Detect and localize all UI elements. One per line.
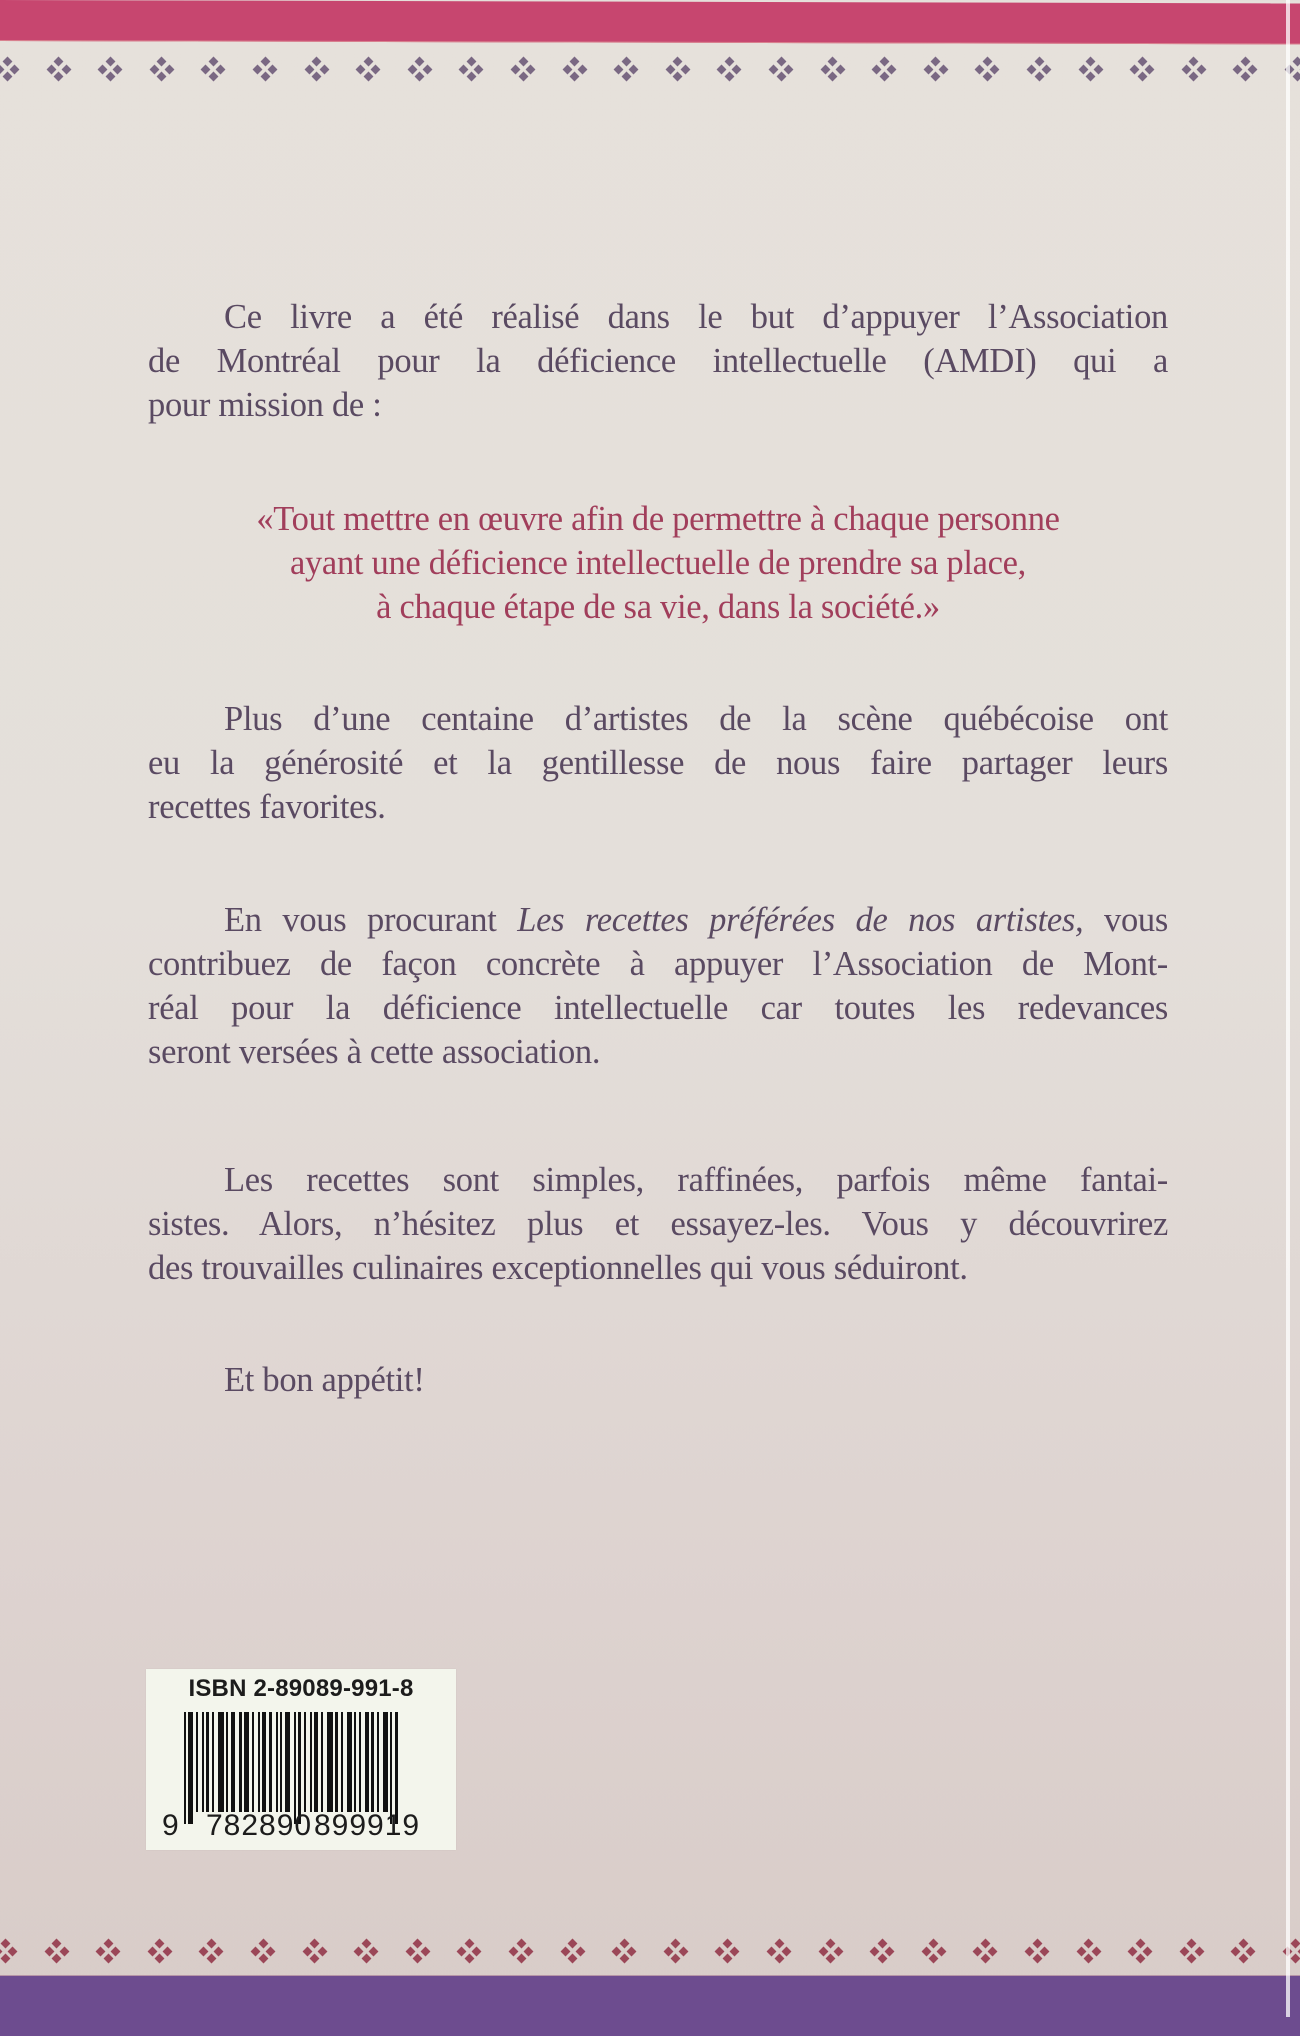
recipes-paragraph — [148, 1158, 1168, 1290]
contribution-paragraph — [148, 898, 1168, 1074]
quote-line: à chaque étape de sa vie, dans la société.» — [376, 588, 940, 626]
four-diamond-motif-icon — [48, 58, 70, 80]
four-diamond-motif-icon — [925, 58, 947, 80]
barcode-lead-digit: 9 — [162, 1809, 180, 1842]
cover-edge-highlight — [1286, 0, 1290, 2017]
four-diamond-motif-icon — [254, 58, 276, 80]
text-line: Et bon appétit! — [224, 1361, 425, 1399]
text-line: réal pour la déficience intellectuelle car toutes les redevances — [148, 989, 1168, 1027]
four-diamond-motif-icon — [820, 1940, 842, 1962]
four-diamond-motif-icon — [355, 1940, 377, 1962]
four-diamond-motif-icon — [923, 1940, 945, 1962]
four-diamond-motif-icon — [873, 58, 895, 80]
mission-quote — [148, 497, 1168, 629]
four-diamond-motif-icon — [200, 1940, 222, 1962]
four-diamond-motif-icon — [718, 58, 740, 80]
intro-paragraph — [148, 295, 1168, 427]
text-line — [148, 898, 1168, 942]
four-diamond-motif-icon — [0, 58, 18, 80]
four-diamond-motif-icon — [202, 58, 224, 80]
four-diamond-motif-icon — [770, 58, 792, 80]
text-line: pour mission de : — [148, 386, 382, 424]
four-diamond-motif-icon — [149, 1940, 171, 1962]
four-diamond-motif-icon — [409, 58, 431, 80]
text-line: Les recettes sont simples, raffinées, parfois même fantai- — [224, 1161, 1168, 1199]
four-diamond-motif-icon — [1080, 58, 1102, 80]
text-line: de Montréal pour la déficience intellectuelle (AMDI) qui a — [148, 342, 1168, 380]
four-diamond-motif-icon — [407, 1940, 429, 1962]
barcode-icon — [184, 1712, 422, 1817]
four-diamond-motif-icon — [716, 1940, 738, 1962]
four-diamond-motif-icon — [871, 1940, 893, 1962]
four-diamond-motif-icon — [665, 1940, 687, 1962]
four-diamond-motif-icon — [1026, 1940, 1048, 1962]
four-diamond-motif-icon — [357, 58, 379, 80]
book-title: Les recettes préférées de nos artistes, — [517, 901, 1084, 939]
four-diamond-motif-icon — [458, 1940, 480, 1962]
four-diamond-motif-icon — [1078, 1940, 1100, 1962]
four-diamond-motif-icon — [976, 58, 998, 80]
text-line: des trouvailles culinaires exceptionnelles qui vous séduiront. — [148, 1249, 968, 1287]
four-diamond-motif-icon — [1232, 1940, 1254, 1962]
text-line: contribuez de façon concrète à appuyer l’Association de Mont- — [148, 945, 1168, 983]
isbn-label: ISBN 2-89089-991-8 — [188, 1675, 414, 1702]
four-diamond-motif-icon — [1131, 58, 1153, 80]
top-color-band — [0, 0, 1300, 44]
four-diamond-motif-icon — [460, 58, 482, 80]
four-diamond-motif-icon — [768, 1940, 790, 1962]
bottom-ornament-row — [0, 1940, 1300, 1970]
four-diamond-motif-icon — [46, 1940, 68, 1962]
text-line: seront versées à cette association. — [148, 1033, 601, 1071]
four-diamond-motif-icon — [97, 1940, 119, 1962]
four-diamond-motif-icon — [615, 58, 637, 80]
four-diamond-motif-icon — [510, 1940, 532, 1962]
text-line: sistes. Alors, n’hésitez plus et essayez-les. Vous y découvrirez — [148, 1205, 1168, 1243]
text-line: Plus d’une centaine d’artistes de la scène québécoise ont — [224, 700, 1168, 738]
quote-line: ayant une déficience intellectuelle de prendre sa place, — [289, 544, 1027, 582]
four-diamond-motif-icon — [512, 58, 534, 80]
artists-paragraph — [148, 697, 1168, 829]
text-fragment: vous — [1083, 901, 1168, 939]
four-diamond-motif-icon — [1183, 58, 1205, 80]
four-diamond-motif-icon — [151, 58, 173, 80]
four-diamond-motif-icon — [564, 58, 586, 80]
four-diamond-motif-icon — [974, 1940, 996, 1962]
four-diamond-motif-icon — [822, 58, 844, 80]
text-fragment: En vous procurant — [224, 901, 518, 939]
quote-line: «Tout mettre en œuvre afin de permettre à chaque personne — [256, 500, 1060, 538]
four-diamond-motif-icon — [1129, 1940, 1151, 1962]
four-diamond-motif-icon — [1028, 58, 1050, 80]
top-ornament-row — [0, 58, 1300, 88]
text-line: eu la générosité et la gentillesse de nous faire partager leurs — [148, 744, 1168, 782]
four-diamond-motif-icon — [0, 1940, 16, 1962]
text-line: Ce livre a été réalisé dans le but d’appuyer l’Association — [224, 298, 1168, 336]
four-diamond-motif-icon — [613, 1940, 635, 1962]
four-diamond-motif-icon — [304, 1940, 326, 1962]
four-diamond-motif-icon — [1234, 58, 1256, 80]
barcode-group-1: 782890 — [206, 1809, 313, 1842]
four-diamond-motif-icon — [99, 58, 121, 80]
four-diamond-motif-icon — [667, 58, 689, 80]
closing-paragraph — [148, 1358, 1168, 1402]
four-diamond-motif-icon — [252, 1940, 274, 1962]
four-diamond-motif-icon — [306, 58, 328, 80]
four-diamond-motif-icon — [562, 1940, 584, 1962]
text-line: recettes favorites. — [148, 788, 386, 826]
bottom-color-band — [0, 1975, 1300, 2036]
isbn-barcode-sticker — [146, 1669, 456, 1850]
barcode-group-2: 899919 — [314, 1809, 421, 1842]
four-diamond-motif-icon — [1181, 1940, 1203, 1962]
